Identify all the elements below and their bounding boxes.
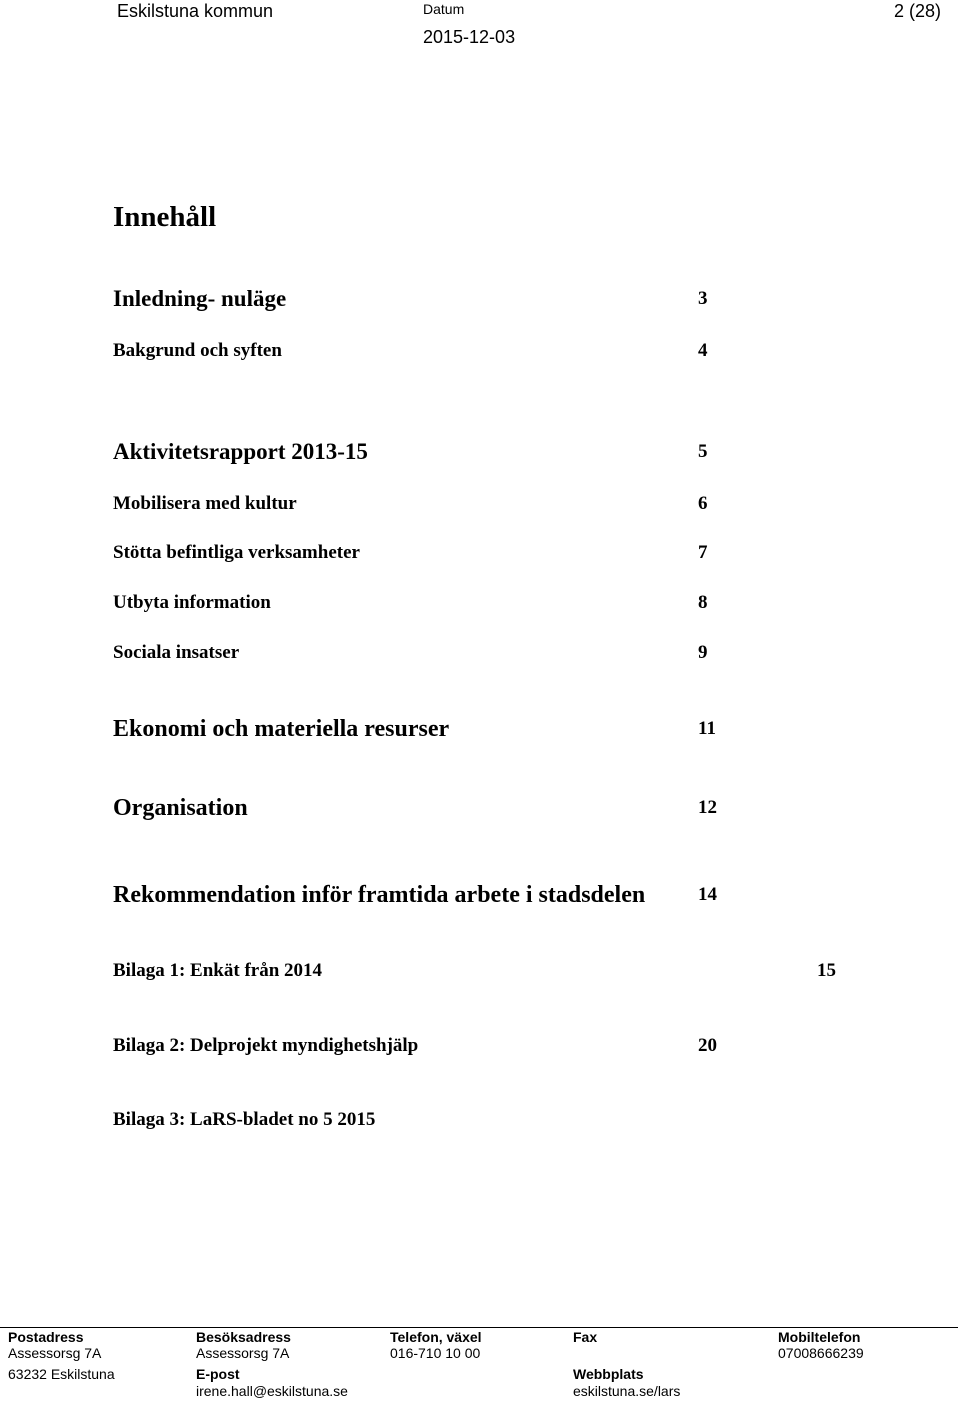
toc-entry-page: 6 — [698, 493, 708, 514]
date-label: Datum — [423, 1, 465, 17]
toc-entry-page: 12 — [698, 797, 717, 818]
toc-entry-page: 11 — [698, 718, 716, 739]
visit-address-label: Besöksadress — [196, 1329, 291, 1345]
page-number: 2 (28) — [894, 1, 942, 21]
email-link[interactable]: irene.hall@eskilstuna.se — [196, 1383, 348, 1399]
postal-city: 63232 Eskilstuna — [8, 1366, 115, 1382]
toc-entry-label: Rekommendation inför framtida arbete i stadsdelen — [113, 882, 646, 908]
toc-entry-label: Organisation — [113, 795, 248, 821]
toc-entry-page: 5 — [698, 441, 708, 462]
footer-divider — [0, 1327, 958, 1328]
phone-label: Telefon, växel — [390, 1329, 482, 1345]
toc-entry-page: 14 — [698, 884, 717, 905]
toc-entry-page: 4 — [698, 340, 708, 361]
toc-title: Innehåll — [113, 201, 217, 233]
website-label: Webbplats — [573, 1366, 644, 1382]
postal-address-label: Postadress — [8, 1329, 84, 1345]
toc-entry-label: Bilaga 3: LaRS-bladet no 5 2015 — [113, 1109, 376, 1130]
toc-entry-label: Aktivitetsrapport 2013-15 — [113, 439, 368, 464]
toc-entry-label: Utbyta information — [113, 592, 271, 613]
fax-label: Fax — [573, 1329, 598, 1345]
toc-entry-label: Bilaga 1: Enkät från 2014 — [113, 960, 323, 981]
postal-street: Assessorsg 7A — [8, 1345, 102, 1361]
toc-entry-page: 9 — [698, 642, 708, 663]
toc-entry-page: 7 — [698, 542, 708, 563]
toc-entry-page: 8 — [698, 592, 708, 613]
toc-entry-label: Sociala insatser — [113, 642, 240, 663]
visit-street: Assessorsg 7A — [196, 1345, 290, 1361]
document-date: 2015-12-03 — [423, 27, 516, 47]
organization-name: Eskilstuna kommun — [117, 1, 274, 21]
toc-entry-label: Ekonomi och materiella resurser — [113, 716, 450, 742]
toc-entry-label: Bilaga 2: Delprojekt myndighetshjälp — [113, 1035, 419, 1056]
toc-entry-label: Stötta befintliga verksamheter — [113, 542, 360, 563]
toc-entry-label: Inledning- nuläge — [113, 286, 287, 311]
toc-entry-page: 20 — [698, 1035, 717, 1056]
mobile-label: Mobiltelefon — [778, 1329, 861, 1345]
email-label: E-post — [196, 1366, 240, 1382]
toc-entry-label: Bakgrund och syften — [113, 340, 282, 361]
toc-entry-page: 15 — [817, 960, 836, 981]
phone-number: 016-710 10 00 — [390, 1345, 481, 1361]
toc-entry-page: 3 — [698, 288, 708, 309]
website-link[interactable]: eskilstuna.se/lars — [573, 1383, 681, 1399]
mobile-number: 07008666239 — [778, 1345, 864, 1361]
toc-entry-label: Mobilisera med kultur — [113, 493, 297, 514]
